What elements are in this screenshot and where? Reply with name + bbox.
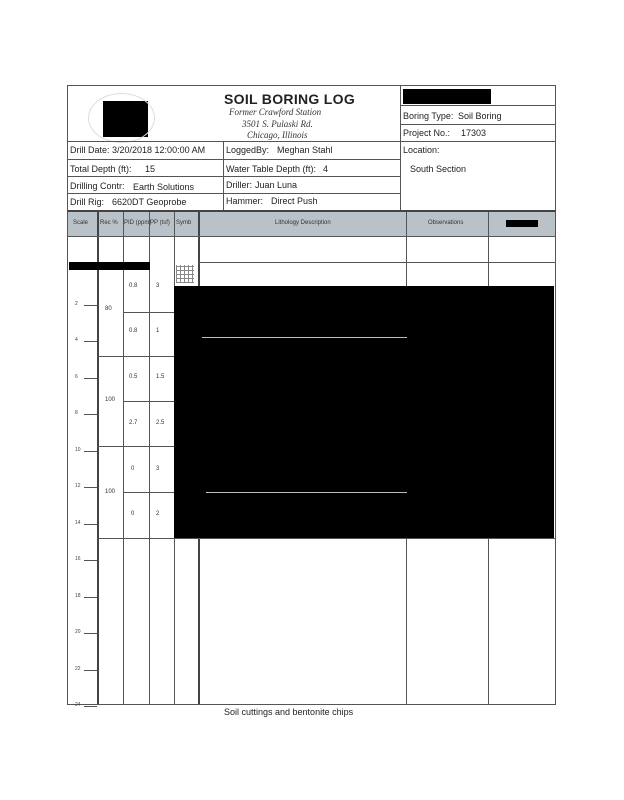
depth-tick-mark xyxy=(84,633,97,634)
col-lithology: Lithology Description xyxy=(275,220,331,226)
recovery-value: 100 xyxy=(105,489,116,495)
hammer-value: Direct Push xyxy=(271,196,318,206)
boring-id-redaction xyxy=(403,89,491,104)
col-pp: PP (tsf) xyxy=(150,220,170,226)
pp-value: 1.5 xyxy=(156,374,165,380)
depth-tick-label: 22 xyxy=(75,665,81,672)
drilling-contr-value: Earth Solutions xyxy=(133,182,195,192)
depth-tick-label: 24 xyxy=(75,702,81,708)
col-redaction xyxy=(506,220,538,227)
depth-tick-label: 20 xyxy=(75,629,81,635)
pp-value: 3 xyxy=(156,466,160,472)
depth-tick-label: 4 xyxy=(75,337,78,343)
pp-value: 1 xyxy=(156,328,160,334)
depth-tick-mark xyxy=(84,378,97,379)
depth-tick-mark xyxy=(84,524,97,525)
recovery-value: 80 xyxy=(105,306,112,312)
water-table-value: 4 xyxy=(323,164,329,174)
depth-tick-mark xyxy=(84,451,97,452)
lithology-redaction xyxy=(174,286,554,538)
driller-label: Driller: xyxy=(226,180,252,190)
depth-tick-label: 14 xyxy=(75,519,81,526)
fill-symbol xyxy=(176,265,194,283)
depth-tick-label: 8 xyxy=(75,410,78,416)
logged-by-label: LoggedBy: xyxy=(226,145,270,155)
site-city: Chicago, Illinois xyxy=(247,130,308,140)
depth-tick-mark xyxy=(84,305,97,306)
col-recovery: Rec % xyxy=(100,220,118,226)
project-no-label: Project No.: xyxy=(403,128,451,138)
boring-type-label: Boring Type: xyxy=(403,111,454,121)
water-table-label: Water Table Depth (ft): xyxy=(226,164,317,174)
depth-tick-label: 10 xyxy=(75,446,81,453)
driller-value: Juan Luna xyxy=(255,180,298,190)
depth-tick-mark xyxy=(84,597,97,598)
depth-tick-mark xyxy=(84,670,97,671)
pid-value: 0.5 xyxy=(129,374,138,380)
depth-tick-mark xyxy=(84,560,97,561)
footer-note: Soil cuttings and bentonite chips xyxy=(224,707,354,717)
depth-tick-label: 12 xyxy=(75,483,81,489)
depth-tick-label: 16 xyxy=(75,556,81,562)
drilling-contr-label: Drilling Contr: xyxy=(70,181,125,191)
recovery-value: 100 xyxy=(105,397,116,403)
row-redaction xyxy=(69,262,150,270)
total-depth-label: Total Depth (ft): xyxy=(70,164,132,174)
location-value: South Section xyxy=(410,164,467,174)
boring-type-value: Soil Boring xyxy=(458,111,502,121)
col-symbol: Symb xyxy=(176,220,192,226)
depth-tick-mark xyxy=(84,706,97,707)
pp-value: 3 xyxy=(156,283,160,289)
location-label: Location: xyxy=(403,145,440,155)
logo-circle xyxy=(88,93,155,143)
site-name: Former Crawford Station xyxy=(229,107,322,117)
pid-value: 0 xyxy=(131,511,135,517)
drill-date: Drill Date: 3/20/2018 12:00:00 AM xyxy=(70,145,206,155)
pid-value: 0.8 xyxy=(129,283,138,289)
pid-value: 0.8 xyxy=(129,328,138,334)
total-depth-value: 15 xyxy=(145,164,156,174)
drill-rig-value: 6620DT Geoprobe xyxy=(112,197,187,207)
depth-tick-label: 6 xyxy=(75,373,78,380)
hammer-label: Hammer: xyxy=(226,196,264,206)
depth-tick-mark xyxy=(84,487,97,488)
depth-tick-label: 2 xyxy=(75,300,78,307)
col-observations: Observations xyxy=(428,220,464,226)
pp-value: 2 xyxy=(156,511,160,517)
pid-value: 2.7 xyxy=(129,420,138,426)
pp-value: 2.5 xyxy=(156,420,165,426)
page-title: SOIL BORING LOG xyxy=(224,91,356,107)
col-pid: PID (ppm) xyxy=(124,220,152,226)
pid-value: 0 xyxy=(131,466,135,472)
depth-tick-mark xyxy=(84,341,97,342)
logged-by-value: Meghan Stahl xyxy=(277,145,333,155)
col-scale: Scale xyxy=(73,220,89,226)
site-address: 3501 S. Pulaski Rd. xyxy=(242,119,313,129)
depth-tick-label: 18 xyxy=(75,592,81,599)
depth-tick-mark xyxy=(84,414,97,415)
drill-rig-label: Drill Rig: xyxy=(70,197,105,207)
project-no-value: 17303 xyxy=(461,128,487,138)
